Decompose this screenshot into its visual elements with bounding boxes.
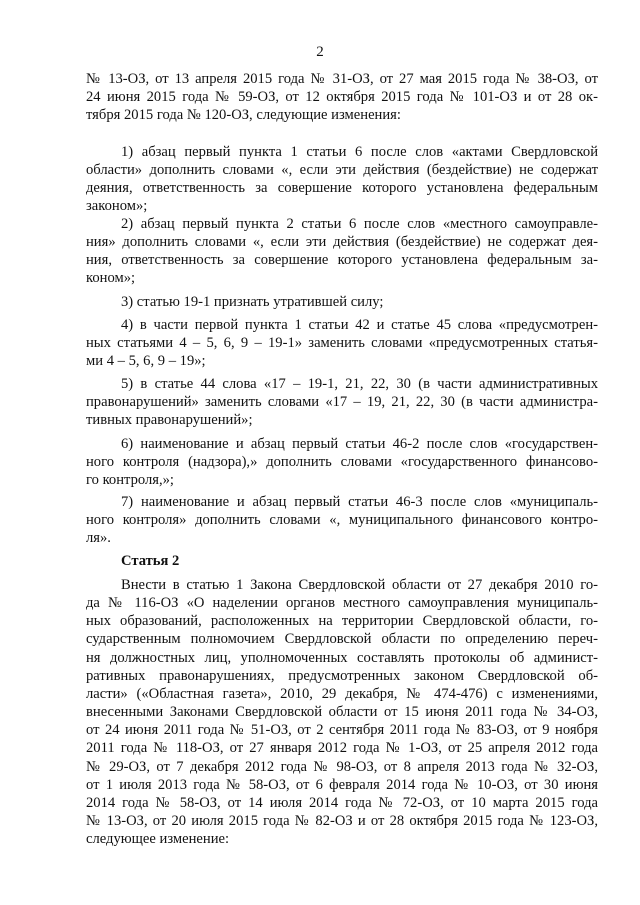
- text-line: 4) в части первой пункта 1 статьи 42 и статье 45 слова «предусмотрен-: [121, 317, 598, 333]
- text-line: тивных правонарушений»;: [86, 412, 253, 428]
- page-number: 2: [316, 44, 324, 60]
- text-line: правонарушений» заменить словами «17 – 19, 21, 22, 30 (в части администра-: [86, 394, 598, 410]
- text-line: законом»;: [86, 198, 148, 214]
- text-line: коном»;: [86, 270, 136, 286]
- text-line: внесенными Законами Свердловской области от 15 июня 2011 года № 34-ОЗ,: [86, 704, 598, 720]
- text-line: № 13-ОЗ, от 13 апреля 2015 года № 31-ОЗ, от 27 мая 2015 года № 38-ОЗ, от: [86, 71, 598, 87]
- text-line: ного контроля (надзора),» дополнить словами «государственного финансово-: [86, 454, 598, 470]
- text-line: ного контроля» дополнить словами «, муниципального финансового контро-: [86, 512, 598, 528]
- text-line: ных статьями 4 – 5, 6, 9 – 19-1» заменить словами «предусмотренных статья-: [86, 335, 598, 351]
- text-line: от 24 июня 2011 года № 51-ОЗ, от 2 сентября 2011 года № 83-ОЗ, от 9 ноября: [86, 722, 598, 738]
- text-line: ния» дополнить словами «, если эти действия (бездействие) не содержат дея-: [86, 234, 598, 250]
- text-line: 2) абзац первый пункта 2 статьи 6 после слов «местного самоуправле-: [121, 216, 598, 232]
- text-line: 6) наименование и абзац первый статьи 46-2 после слов «государствен-: [121, 436, 598, 452]
- text-line: № 29-ОЗ, от 7 декабря 2012 года № 98-ОЗ, от 8 апреля 2013 года № 32-ОЗ,: [86, 759, 598, 775]
- text-line: деяния, ответственность за совершение которого установлена федеральным: [86, 180, 598, 196]
- text-line: 7) наименование и абзац первый статьи 46-3 после слов «муниципаль-: [121, 494, 598, 510]
- text-line: 3) статью 19-1 признать утратившей силу;: [121, 294, 384, 310]
- text-line: области» дополнить словами «, если эти действия (бездействие) не содержат: [86, 162, 598, 178]
- article-heading: Статья 2: [121, 553, 180, 569]
- text-line: ния, ответственность за совершение которого установлена федеральным за-: [86, 252, 598, 268]
- text-line: ля».: [86, 530, 111, 546]
- text-line: сударственным полномочием Свердловской области по определению переч-: [86, 631, 598, 647]
- text-line: 1) абзац первый пункта 1 статьи 6 после слов «актами Свердловской: [121, 144, 598, 160]
- text-line: ласти» («Областная газета», 2010, 29 декабря, № 474-476) с изменениями,: [86, 686, 598, 702]
- text-line: от 1 июля 2013 года № 58-ОЗ, от 6 февраля 2014 года № 10-ОЗ, от 30 июня: [86, 777, 598, 793]
- text-line: ня должностных лиц, уполномоченных составлять протоколы об админист-: [86, 650, 598, 666]
- text-line: Внести в статью 1 Закона Свердловской области от 27 декабря 2010 го-: [121, 577, 598, 593]
- text-line: следующее изменение:: [86, 831, 230, 847]
- text-line: тября 2015 года № 120-ОЗ, следующие изменения:: [86, 107, 401, 123]
- text-line: го контроля,»;: [86, 472, 174, 488]
- text-line: ративных правонарушениях, предусмотренных законом Свердловской об-: [86, 668, 598, 684]
- text-line: № 13-ОЗ, от 20 июля 2015 года № 82-ОЗ и от 28 октября 2015 года № 123-ОЗ,: [86, 813, 598, 829]
- text-line: 5) в статье 44 слова «17 – 19-1, 21, 22, 30 (в части административных: [121, 376, 598, 392]
- text-line: 2011 года № 118-ОЗ, от 27 января 2012 года № 1-ОЗ, от 25 апреля 2012 года: [86, 740, 598, 756]
- text-line: ных образований, расположенных на территории Свердловской области, го-: [86, 613, 598, 629]
- text-line: ми 4 – 5, 6, 9 – 19»;: [86, 353, 206, 369]
- text-line: да № 116-ОЗ «О наделении органов местного самоуправления муниципаль-: [86, 595, 598, 611]
- text-line: 24 июня 2015 года № 59-ОЗ, от 12 октября 2015 года № 101-ОЗ и от 28 ок-: [86, 89, 598, 105]
- text-line: 2014 года № 58-ОЗ, от 14 июля 2014 года № 72-ОЗ, от 10 марта 2015 года: [86, 795, 598, 811]
